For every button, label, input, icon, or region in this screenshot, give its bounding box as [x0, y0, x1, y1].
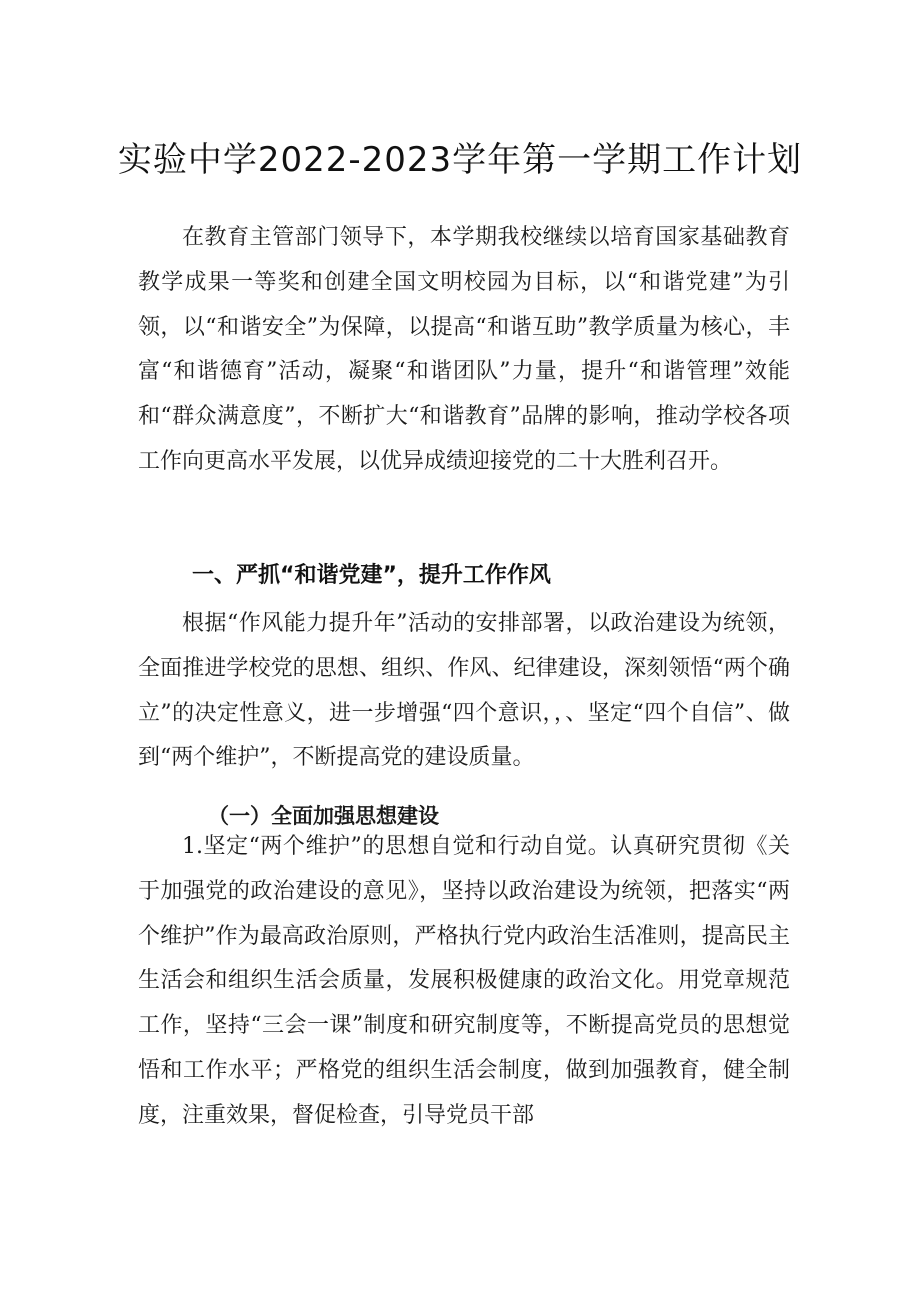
subsection-heading: （一）全面加强思想建设	[208, 803, 439, 828]
section-body-paragraph: 根据“作风能力提升年”活动的安排部署，以政治建设为统领，全面推进学校党的思想、组织、作风、纪律建设，深刻领悟“两个确立”的决定性意义，进一步增强“四个意识，，、坚定“四个自信”、做到“两个维护”，不断提高党的建设质量。	[138, 611, 790, 771]
item-paragraph: 1.坚定“两个维护”的思想自觉和行动自觉。认真研究贯彻《关于加强党的政治建设的意见》，坚持以政治建设为统领，把落实“两个维护”作为最高政治原则，严格执行党内政治生活准则，提高民主生活会和组织生活会质量，发展积极健康的政治文化。用党章规范工作，坚持“三会一课”制度和研究制度等，不断提高党员的思想觉悟和工作水平；严格党的组织生活会制度，做到加强教育，健全制度，注重效果，督促检查，引导党员干部	[138, 834, 790, 1128]
section-heading: 一、严抓“和谐党建”，提升工作作风	[192, 563, 551, 588]
intro-paragraph: 在教育主管部门领导下，本学期我校继续以培育国家基础教育教学成果一等奖和创建全国文明校园为目标，以“和谐党建”为引领，以“和谐安全”为保障，以提高“和谐互助”教学质量为核心，丰富“和谐德育”活动，凝聚“和谐团队”力量，提升“和谐管理”效能和“群众满意度”，不断扩大“和谐教育”品牌的影响，推动学校各项工作向更高水平发展，以优异成绩迎接党的二十大胜利召开。	[138, 225, 790, 474]
document-title: 实验中学2022-2023学年第一学期工作计划	[117, 140, 803, 180]
